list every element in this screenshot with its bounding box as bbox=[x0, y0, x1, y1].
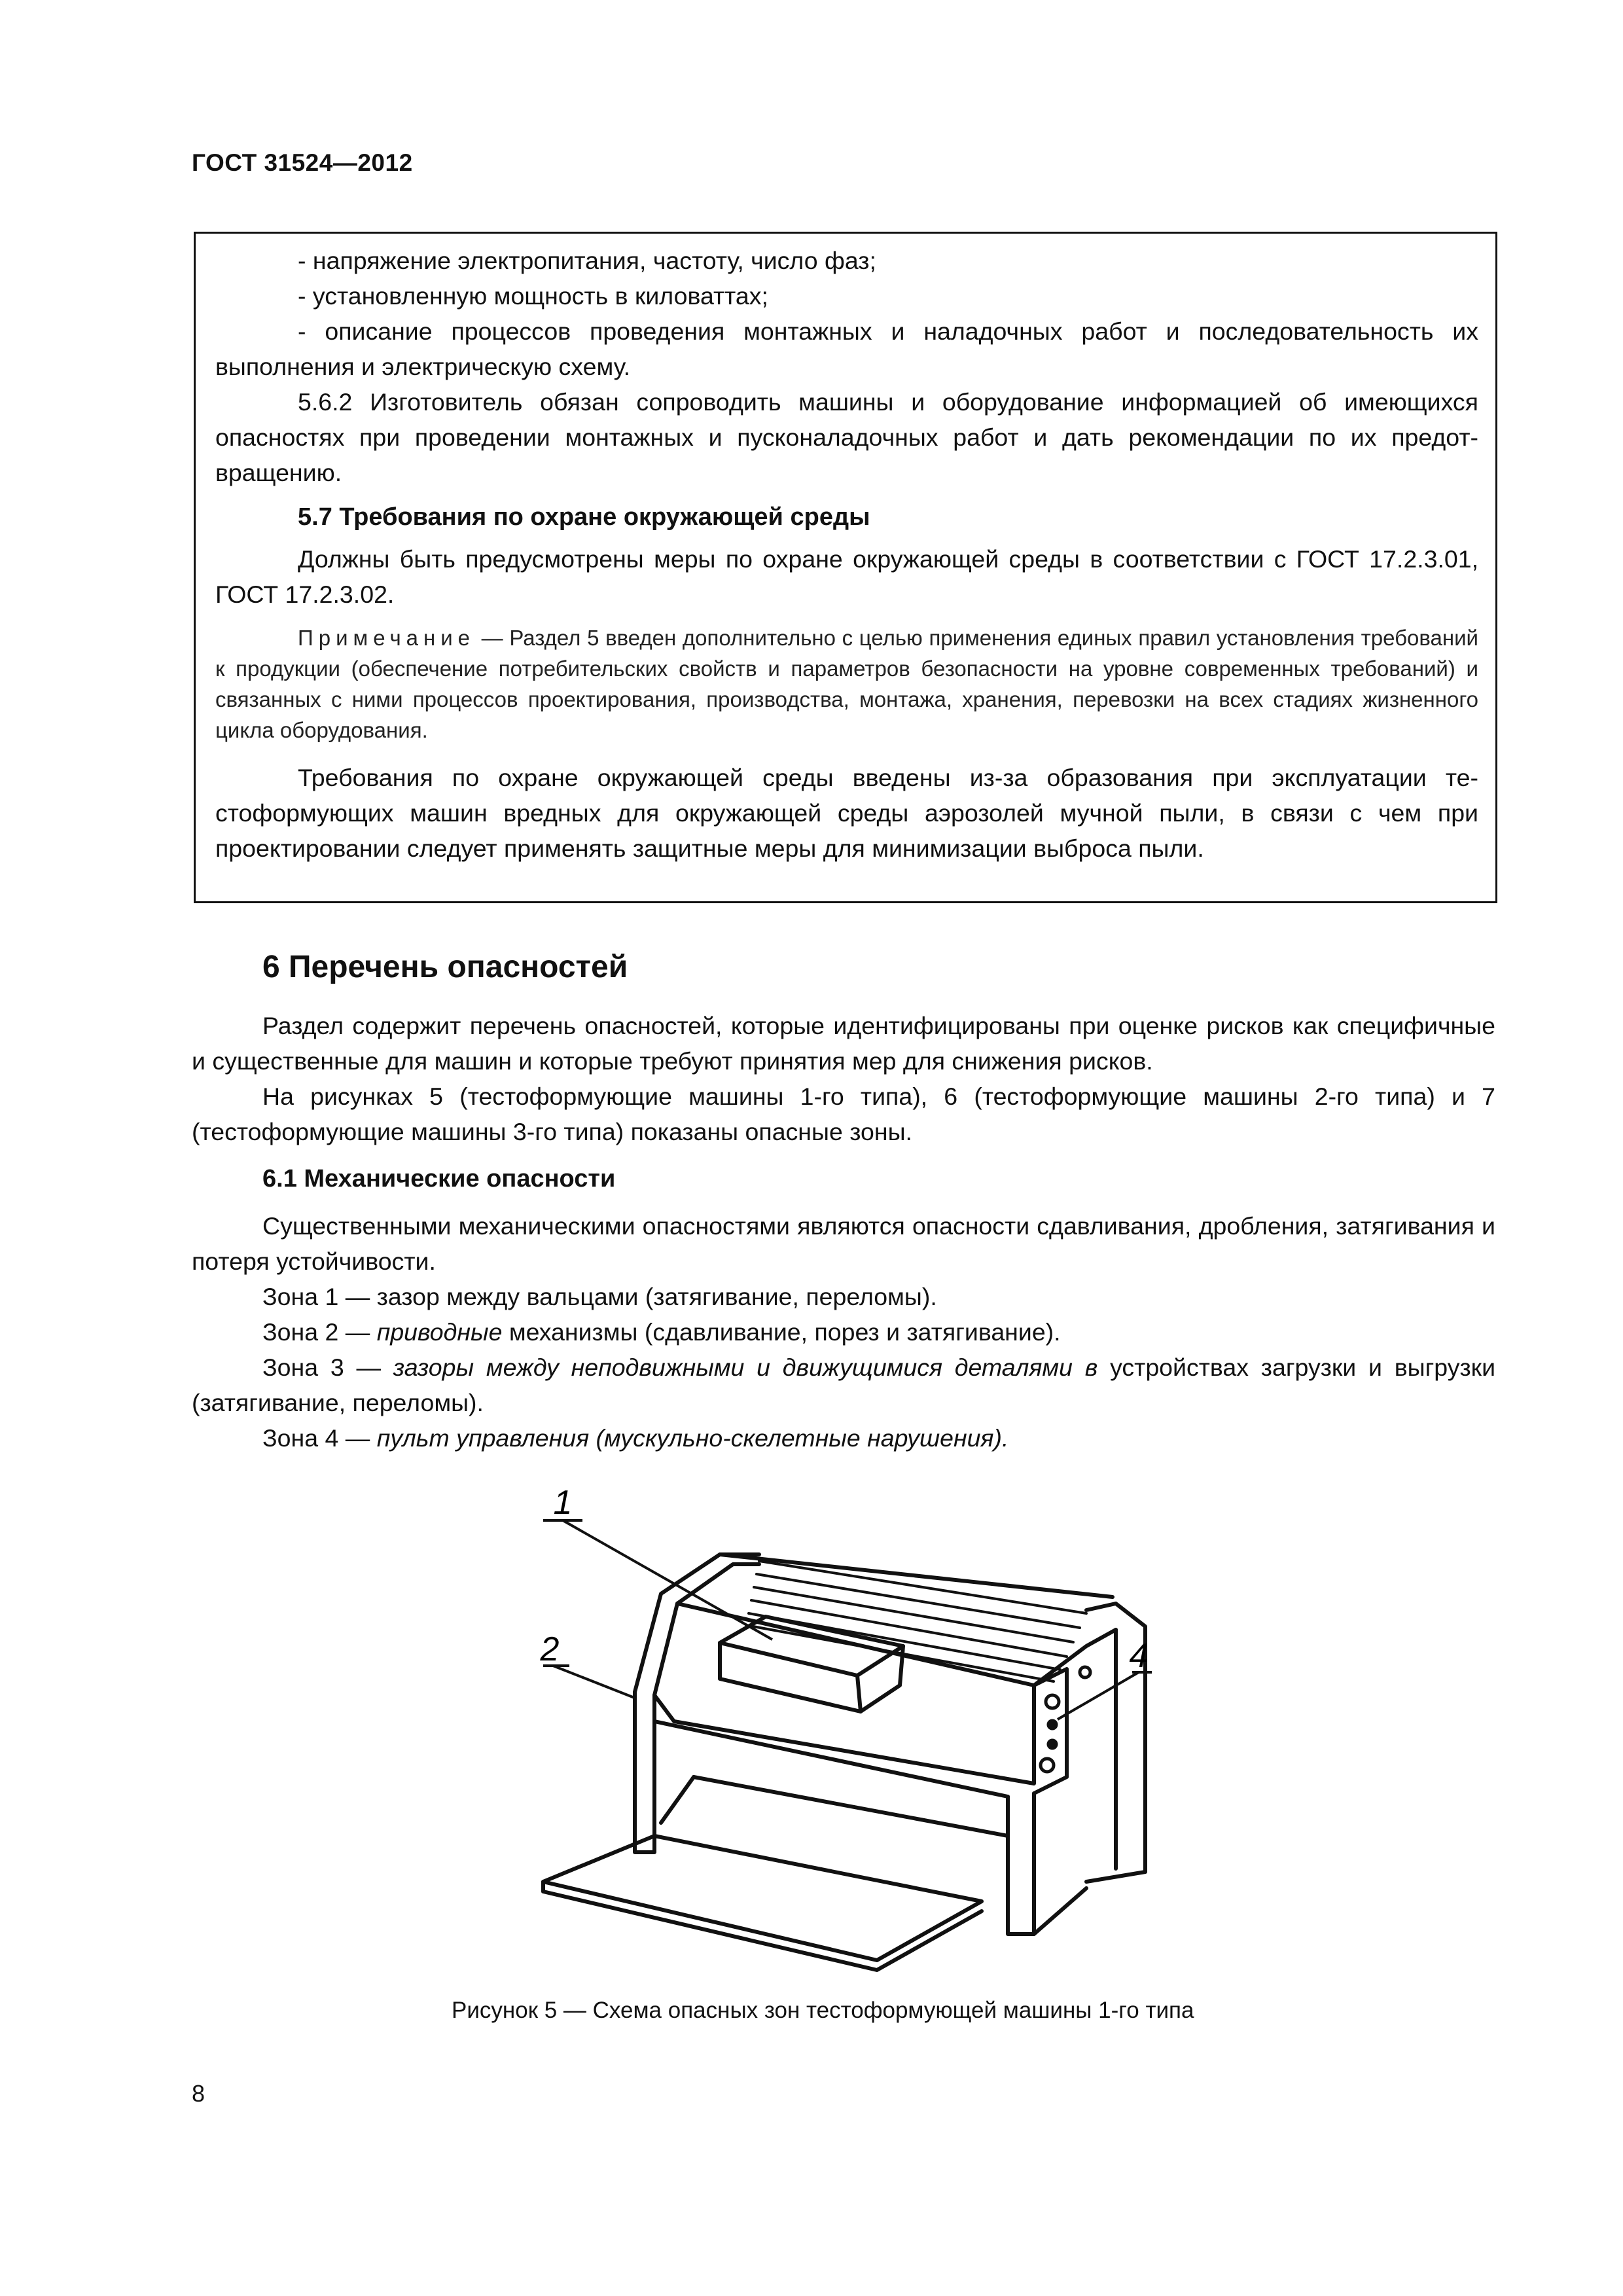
list-item-voltage: - напряжение электропитания, частоту, число фаз; bbox=[298, 247, 876, 274]
zone-4 bbox=[192, 1420, 1495, 1456]
zone-3 bbox=[192, 1350, 1495, 1420]
left-upright-outer bbox=[635, 1554, 759, 1692]
zone-2-label: Зона 2 — bbox=[262, 1318, 377, 1346]
control-strip bbox=[1034, 1669, 1067, 1793]
callout-1-leader bbox=[563, 1520, 772, 1640]
right-leg bbox=[1008, 1793, 1034, 1934]
zone-2-italic: приводные bbox=[376, 1318, 503, 1346]
zone-4-italic: пульт управления (мускульно-скелетные нарушения). bbox=[376, 1424, 1009, 1452]
callout-2: 2 bbox=[540, 1630, 560, 1668]
section-6-body bbox=[192, 1008, 1495, 1456]
callout-4-leader bbox=[1058, 1672, 1139, 1719]
list-item-power: - установленную мощность в киловаттах; bbox=[298, 282, 768, 310]
cavity-left bbox=[661, 1777, 694, 1823]
page-number: 8 bbox=[192, 2080, 205, 2107]
right-base bbox=[1034, 1888, 1086, 1934]
section-6 bbox=[192, 941, 1495, 1456]
clause-5-6-2: 5.6.2 Изготовитель обязан сопроводить машины и оборудование информацией об имеющихся опасностях при проведении монтажных и пусконаладочных работ и дать рекомендации по их предотвращению. bbox=[215, 388, 1478, 486]
callout-2-leader bbox=[553, 1666, 636, 1698]
button-2 bbox=[1048, 1721, 1056, 1729]
left-leg bbox=[635, 1692, 654, 1852]
section-6-figures-ref: На рисунках 5 (тестоформующие машины 1-го типа), 6 (тестоформующие машины 2-го типа) и 7 (тестоформующие машины 3-го типа) показаны опасные зоны. bbox=[192, 1083, 1495, 1145]
zone-4-label: Зона 4 — bbox=[262, 1424, 377, 1452]
note-paragraph bbox=[215, 622, 1478, 745]
zone-1: Зона 1 — зазор между вальцами (затягивание, переломы). bbox=[262, 1283, 937, 1310]
list-item-procedures: - описание процессов проведения монтажных и наладочных работ и последовательность их выполнения и электрическую схему. bbox=[215, 317, 1478, 380]
zone-2 bbox=[192, 1314, 1495, 1350]
lower-front-edge bbox=[654, 1721, 1008, 1797]
button-3 bbox=[1048, 1740, 1056, 1748]
zone-3-label: Зона 3 — bbox=[262, 1354, 393, 1381]
callout-1: 1 bbox=[553, 1484, 573, 1522]
environment-paragraph: Требования по охране окружающей среды введены из-за образования при эксплуатации тестоформующих машин вредных для окружающей среды аэрозолей мучной пыли, в связи с чем при проектировании следует применять защитные меры для минимизации выброса пыли. bbox=[215, 764, 1478, 862]
button-4 bbox=[1041, 1759, 1054, 1772]
zone-3-rest: устройствах загрузки и выгрузки (затягивание, переломы). bbox=[192, 1354, 1496, 1416]
button-5 bbox=[1080, 1667, 1090, 1677]
section-6-intro: Раздел содержит перечень опасностей, которые идентифицированы при оценке рисков как специфичные и существенные для машин и которые требуют принятия мер для снижения рисков. bbox=[192, 1012, 1495, 1075]
zone-3-italic: зазоры между неподвижными и движущимися деталями в bbox=[393, 1354, 1098, 1381]
figure-caption: Рисунок 5 — Схема опасных зон тестоформующей машины 1-го типа bbox=[452, 1998, 1194, 2023]
heading-5-7: 5.7 Требования по охране окружающей среды bbox=[298, 503, 870, 531]
hopper-side bbox=[861, 1646, 903, 1712]
machine-diagram bbox=[524, 1482, 1152, 1980]
note-text: — Раздел 5 введен дополнительно с целью применения единых правил установления требований к продукции (обеспечение потребительских свойств и параметров безопасности на уровне современных требований) и связанных с ними процессов проектирования, производства, монтажа, хранения, перевозки на всех стадиях жизненного цикла оборудования. bbox=[215, 626, 1478, 742]
callout-4: 4 bbox=[1129, 1637, 1149, 1675]
clause-5-7-text: Должны быть предусмотрены меры по охране окружающей среды в соответствии с ГОСТ 17.2.3.01, ГОСТ 17.2.3.02. bbox=[215, 545, 1478, 608]
amendment-box bbox=[194, 232, 1497, 903]
rollers bbox=[746, 1561, 1086, 1681]
document-code: ГОСТ 31524—2012 bbox=[192, 149, 413, 176]
amendment-box-content bbox=[215, 243, 1478, 866]
button-1 bbox=[1046, 1695, 1059, 1708]
zone-2-rest: механизмы (сдавливание, порез и затягивание). bbox=[502, 1318, 1061, 1346]
mechanical-hazards-intro: Существенными механическими опасностями являются опасности сдавливания, дробления, затягивания и потеря устойчивости. bbox=[192, 1212, 1495, 1275]
section-6-title: 6 Перечень опасностей bbox=[262, 950, 628, 984]
output-tray-lip bbox=[543, 1882, 982, 1970]
heading-6-1: 6.1 Механические опасности bbox=[262, 1165, 616, 1193]
hopper-front bbox=[720, 1643, 861, 1712]
note-label: Примечание bbox=[298, 626, 476, 650]
